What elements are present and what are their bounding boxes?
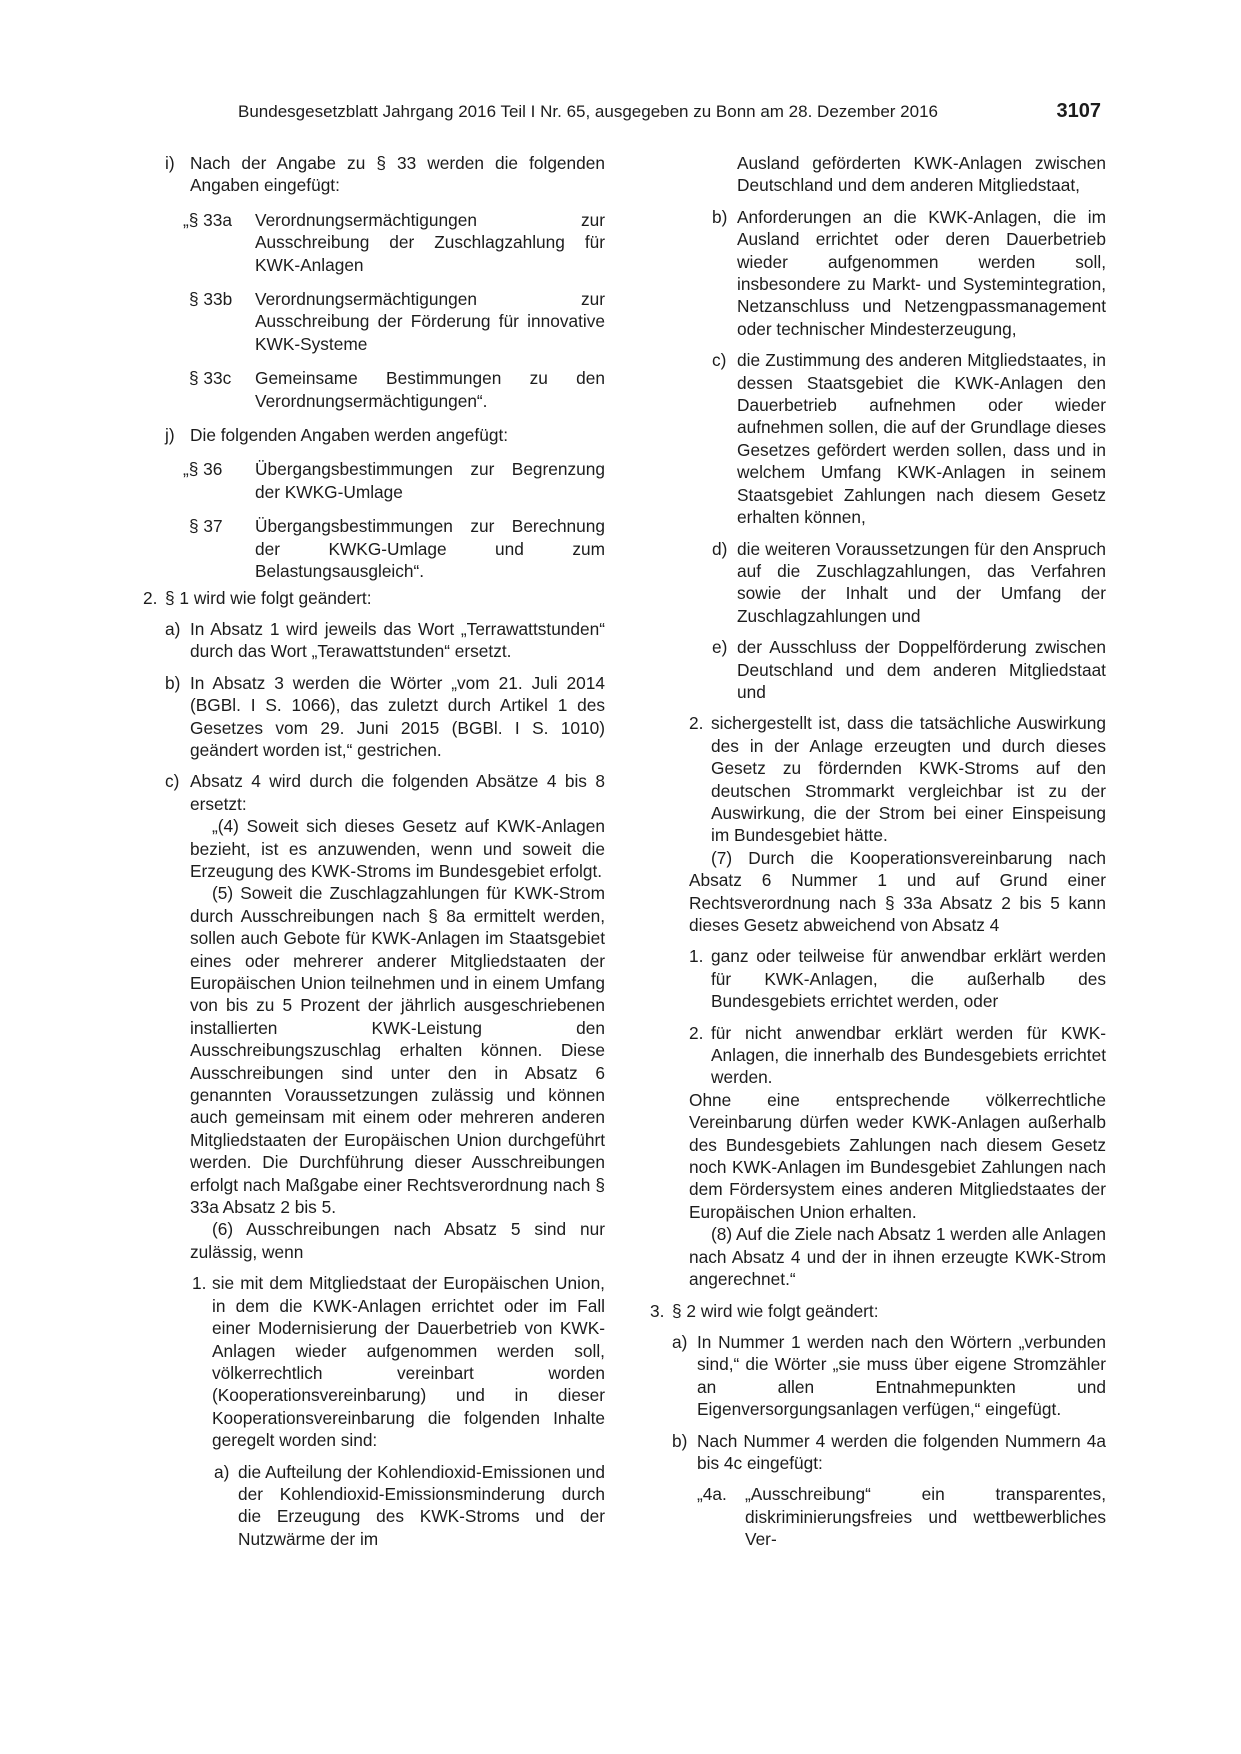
item-text: sie mit dem Mitgliedstaat der Europäischen Union, in dem die KWK-Anlagen errichtet oder im Fall einer Modernisierung der Dauerbetrieb von KWK-Anlagen wieder aufgenommen werden soll, völkerrechtlich vereinbart worden (Kooperationsvereinbarung) und in dieser Kooperationsvereinbarung die folgenden Inhalte geregelt worden sind:: [212, 1273, 605, 1451]
entry-label: „§ 36: [183, 459, 223, 480]
entry-label: § 37: [189, 516, 223, 537]
paragraph-7-block: [650, 847, 1106, 937]
item-text: In Absatz 3 werden die Wörter „vom 21. Juli 2014 (BGBl. I S. 1066), das zuletzt durch Artikel 1 des Gesetzes vom 29. Juni 2015 (BGBl. I S. 1010) geändert worden ist,“ gestrichen.: [190, 672, 605, 760]
list-item-2b: [143, 672, 605, 762]
item-label: 1.: [192, 1273, 207, 1294]
item-label: „4a.: [697, 1484, 727, 1505]
item-text: ganz oder teilweise für anwendbar erklärt werden für KWK-Anlagen, die außerhalb des Bundesgebiets errichtet werden, oder: [711, 946, 1106, 1012]
paragraph-7-closing-block: [650, 1089, 1106, 1291]
condition-1d: [650, 538, 1106, 628]
list-item-2c: [143, 770, 605, 815]
item-label: a): [672, 1331, 688, 1352]
entry-text: Verordnungsermächtigungen zur Ausschreibung der Förderung für innovative KWK-Systeme: [255, 289, 605, 354]
item-label: b): [672, 1430, 688, 1451]
entry-label: § 33b: [189, 289, 233, 310]
header-title: Bundesgesetzblatt Jahrgang 2016 Teil I Nr. 65, ausgegeben zu Bonn am 28. Dezember 2016: [238, 102, 938, 121]
entry-text: Übergangsbestimmungen zur Berechnung der KWKG-Umlage und zum Belastungsausgleich“.: [255, 516, 605, 582]
item-text: Absatz 4 wird durch die folgenden Absätze 4 bis 8 ersetzt:: [190, 771, 605, 814]
item-label: a): [214, 1461, 230, 1482]
entry-text: Übergangsbestimmungen zur Begrenzung der KWKG-Umlage: [255, 459, 605, 502]
definition-4a: [650, 1483, 1106, 1550]
toc-entry-36: [143, 458, 605, 503]
amendment-block: [143, 815, 605, 1550]
condition-1a-continued: [650, 152, 1106, 197]
item-label: i): [165, 153, 175, 173]
item-text: sichergestellt ist, dass die tatsächliche Auswirkung des in der Anlage erzeugten und durch dieses Gesetz zu fördernden KWK-Stroms auf den deutschen Strommarkt vergleichbar ist zu der Auswirkung, die der Strom bei einer Einspeisung im Bundesgebiet hätte.: [711, 713, 1106, 846]
list-item-3a: [650, 1331, 1106, 1421]
paragraph-6: (6) Ausschreibungen nach Absatz 5 sind nur zulässig, wenn: [190, 1219, 605, 1262]
item-label: c): [165, 771, 180, 792]
condition-1a: [190, 1461, 605, 1551]
item-text: Die folgenden Angaben werden angefügt:: [190, 425, 509, 446]
paragraph-7-item-1: [650, 945, 1106, 1012]
condition-1: [190, 1272, 605, 1451]
item-label: 1.: [689, 946, 704, 967]
item-text: In Absatz 1 wird jeweils das Wort „Terrawattstunden“ durch das Wort „Terawattstunden“ ersetzt.: [190, 618, 605, 662]
paragraph-4: „(4) Soweit sich dieses Gesetz auf KWK-Anlagen bezieht, ist es anzuwenden, wenn und soweit die Erzeugung des KWK-Stroms im Bundesgebiet erfolgt.: [190, 816, 605, 881]
item-label: 2.: [689, 713, 704, 734]
paragraph-7-item-2: [650, 1022, 1106, 1089]
page-header: [0, 101, 1241, 129]
item-label: c): [712, 350, 727, 371]
item-text: Ausland geförderten KWK-Anlagen zwischen Deutschland und dem anderen Mitgliedstaat,: [737, 153, 1106, 196]
list-item-2: [143, 587, 605, 609]
item-text: die Zustimmung des anderen Mitgliedstaates, in dessen Staatsgebiet die KWK-Anlagen den Dauerbetrieb aufnehmen oder wieder aufnehmen sollen, die auf der Grundlage dieses Gesetzes gefördert werden sollen, dass und in welchem Umfang KWK-Anlagen in seinem Staatsgebiet Zahlungen nach diesem Gesetz erhalten können,: [737, 350, 1106, 528]
paragraph-5: (5) Soweit die Zuschlagzahlungen für KWK-Strom durch Ausschreibungen nach § 8a ermittelt werden, sollen auch Gebote für KWK-Anlagen im Staatsgebiet eines oder mehrerer anderer Mitgliedstaaten der Europäischen Union teilnehmen und in einem Umfang von bis zu 5 Prozent der jährlich ausgeschriebenen installierten KWK-Leistung den Ausschreibungszuschlag erhalten können. Diese Ausschreibungen sind unter den in Absatz 6 genannten Voraussetzungen zulässig und können auch gemeinsam mit einem oder mehreren anderen Mitgliedstaaten der Europäischen Union durchgeführt werden. Die Durchführung dieser Ausschreibungen erfolgt nach Maßgabe einer Rechtsverordnung nach § 33a Absatz 2 bis 5.: [190, 883, 605, 1218]
item-label: a): [165, 618, 181, 639]
item-text: Nach der Angabe zu § 33 werden die folgenden Angaben eingefügt:: [190, 153, 605, 196]
item-text: Nach Nummer 4 werden die folgenden Nummern 4a bis 4c eingefügt:: [697, 1430, 1106, 1473]
right-column: [650, 152, 1106, 1551]
paragraph-8: (8) Auf die Ziele nach Absatz 1 werden alle Anlagen nach Absatz 4 und der in ihnen erzeugte KWK-Strom angerechnet.“: [689, 1224, 1106, 1290]
list-item-i: [143, 152, 605, 197]
list-item-3: [650, 1300, 1106, 1322]
item-label: j): [165, 425, 175, 446]
list-item-j: [143, 424, 605, 446]
condition-1b: [650, 206, 1106, 340]
item-text: In Nummer 1 werden nach den Wörtern „verbunden sind,“ die Wörter „sie muss über eigene Stromzähler an allen Entnahmepunkten und Eigenversorgungsanlagen verfügen,“ eingefügt.: [697, 1331, 1106, 1420]
item-label: b): [165, 672, 181, 693]
item-text: § 2 wird wie folgt geändert:: [672, 1300, 879, 1321]
list-item-3b: [650, 1430, 1106, 1475]
condition-2: [650, 712, 1106, 846]
page-number: 3107: [1056, 100, 1101, 122]
condition-1e: [650, 636, 1106, 703]
item-text: „Ausschreibung“ ein transparentes, diskriminierungsfreies und wettbewerbliches Ver-: [745, 1484, 1106, 1550]
item-label: b): [712, 206, 728, 227]
condition-1c: [650, 349, 1106, 528]
toc-entry-37: [143, 515, 605, 582]
item-text: für nicht anwendbar erklärt werden für KWK-Anlagen, die innerhalb des Bundesgebiets errichtet werden.: [711, 1022, 1106, 1088]
left-column: [143, 152, 605, 1550]
entry-label: § 33c: [189, 368, 232, 389]
paragraph-7-closing: Ohne eine entsprechende völkerrechtliche Vereinbarung dürfen weder KWK-Anlagen außerhalb des Bundesgebiets Zahlungen nach diesem Gesetz noch KWK-Anlagen im Bundesgebiet Zahlungen nach dem Fördersystem eines anderen Mitgliedstaates der Europäischen Union erhalten.: [689, 1089, 1106, 1222]
item-text: die weiteren Voraussetzungen für den Anspruch auf die Zuschlagzahlungen, das Verfahren sowie der Inhalt und der Umfang der Zuschlagzahlungen und: [737, 538, 1106, 626]
toc-entry-33b: [143, 288, 605, 355]
item-label: 2.: [143, 587, 158, 608]
entry-text: Gemeinsame Bestimmungen zu den Verordnungsermächtigungen“.: [255, 368, 605, 411]
toc-entry-33a: [143, 209, 605, 276]
entry-text: Verordnungsermächtigungen zur Ausschreibung der Zuschlagzahlung für KWK-Anlagen: [255, 209, 605, 275]
toc-entry-33c: [143, 367, 605, 412]
item-text: der Ausschluss der Doppelförderung zwischen Deutschland und dem anderen Mitgliedstaat und: [737, 637, 1106, 702]
item-text: Anforderungen an die KWK-Anlagen, die im Ausland errichtet oder deren Dauerbetrieb wieder aufgenommen werden soll, insbesondere zu Markt- und Systemintegration, Netzanschluss und Netzengpassmanagement oder technischer Mindesterzeugung,: [737, 206, 1106, 339]
item-label: d): [712, 538, 728, 559]
item-label: 3.: [650, 1300, 665, 1321]
paragraph-7: (7) Durch die Kooperationsvereinbarung nach Absatz 6 Nummer 1 und auf Grund einer Rechtsverordnung nach § 33a Absatz 2 bis 5 kann dieses Gesetz abweichend von Absatz 4: [689, 847, 1106, 935]
entry-label: „§ 33a: [183, 209, 233, 230]
item-text: die Aufteilung der Kohlendioxid-Emissionen und der Kohlendioxid-Emissionsminderung durch die Erzeugung des KWK-Stroms und der Nutzwärme der im: [238, 1461, 605, 1549]
item-text: § 1 wird wie folgt geändert:: [165, 587, 372, 608]
item-label: 2.: [689, 1022, 704, 1043]
list-item-2a: [143, 618, 605, 663]
item-label: e): [712, 637, 728, 658]
